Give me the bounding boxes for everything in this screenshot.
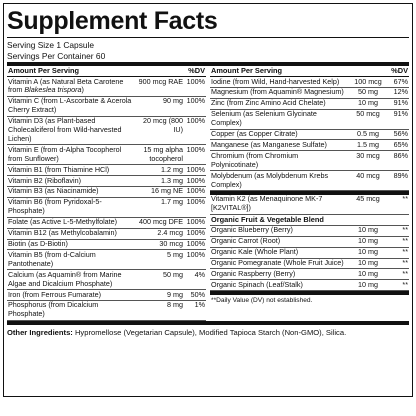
nutrient-dv: 100% bbox=[186, 249, 205, 259]
nutrient-amount: 10 mg bbox=[358, 279, 378, 289]
nutrient-row bbox=[210, 151, 409, 171]
nutrient-amount: 50 mg bbox=[358, 87, 378, 97]
nutrient-amount: 10 mg bbox=[358, 247, 378, 257]
nutrient-dv: 1% bbox=[194, 300, 205, 310]
nutrient-row bbox=[7, 165, 206, 176]
nutrient-dv: 100% bbox=[186, 175, 205, 185]
right-column bbox=[210, 66, 409, 321]
nutrient-columns bbox=[4, 66, 412, 321]
nutrient-name: Calcium (as Aquamin® from Marine Algae and Dicalcium Phosphate) bbox=[8, 269, 122, 288]
nutrient-row bbox=[7, 97, 206, 117]
nutrient-name: Selenium (as Selenium Glycinate Complex) bbox=[211, 109, 317, 128]
nutrient-row bbox=[7, 240, 206, 251]
nutrient-amount: 20 mcg (800 IU) bbox=[143, 116, 183, 135]
nutrient-name: Vitamin A (as Natural Beta Carotene from Blakeslea trispora) bbox=[8, 76, 124, 95]
nutrient-dv: ** bbox=[402, 194, 408, 204]
nutrient-row bbox=[210, 171, 409, 191]
nutrient-row bbox=[7, 250, 206, 270]
nutrient-dv: 100% bbox=[186, 164, 205, 174]
nutrient-name: Organic Raspberry (Berry) bbox=[211, 268, 296, 278]
nutrient-row bbox=[210, 99, 409, 110]
nutrient-amount: 0.5 mg bbox=[357, 129, 379, 139]
nutrient-dv: 4% bbox=[194, 269, 205, 279]
nutrient-dv: 50% bbox=[190, 289, 205, 299]
nutrient-dv: 100% bbox=[186, 197, 205, 207]
nutrient-row bbox=[7, 187, 206, 198]
nutrient-row bbox=[7, 117, 206, 146]
nutrient-name: Vitamin C (from L-Ascorbate & Acerola Cherry Extract) bbox=[8, 96, 132, 115]
nutrient-amount: 40 mcg bbox=[356, 170, 380, 180]
nutrient-dv: 91% bbox=[393, 109, 408, 119]
dv-footnote: **Daily Value (DV) not established. bbox=[210, 291, 409, 307]
nutrient-dv: 67% bbox=[393, 76, 408, 86]
nutrient-row-vitamin-k2 bbox=[210, 195, 409, 215]
nutrient-row bbox=[7, 301, 206, 321]
nutrient-name: Copper (as Copper Citrate) bbox=[211, 129, 298, 139]
nutrient-dv: 100% bbox=[186, 228, 205, 238]
right-column-header bbox=[210, 66, 409, 77]
nutrient-amount: 15 mg alpha tocopherol bbox=[143, 144, 183, 163]
nutrient-amount: 16 mg NE bbox=[151, 186, 183, 196]
nutrient-name: Organic Kale (Whole Plant) bbox=[211, 247, 299, 257]
dv-label: %DV bbox=[188, 66, 205, 75]
nutrient-amount: 45 mcg bbox=[356, 194, 380, 204]
nutrient-amount: 8 mg bbox=[167, 300, 183, 310]
nutrient-amount: 1.2 mg bbox=[161, 164, 183, 174]
nutrient-name: Magnesium (from Aquamin® Magnesium) bbox=[211, 87, 344, 97]
nutrient-dv: 100% bbox=[186, 116, 205, 126]
nutrient-dv: ** bbox=[402, 225, 408, 235]
nutrient-name: Vitamin B3 (as Niacinamide) bbox=[8, 186, 99, 196]
nutrient-amount: 90 mg bbox=[163, 96, 183, 106]
nutrient-row bbox=[210, 259, 409, 270]
left-column bbox=[7, 66, 206, 321]
amount-per-serving-label: Amount Per Serving bbox=[8, 66, 80, 75]
nutrient-amount: 1.5 mg bbox=[357, 139, 379, 149]
nutrient-row bbox=[210, 130, 409, 141]
servings-per-container: Servings Per Container 60 bbox=[7, 50, 106, 61]
nutrient-name: Iron (from Ferrous Fumarate) bbox=[8, 289, 102, 299]
nutrient-name: Vitamin B2 (Riboflavin) bbox=[8, 175, 81, 185]
nutrient-dv: 100% bbox=[186, 217, 205, 227]
nutrient-dv: 91% bbox=[393, 98, 408, 108]
nutrient-row bbox=[7, 77, 206, 97]
nutrient-row bbox=[210, 269, 409, 280]
amount-per-serving-label: Amount Per Serving bbox=[211, 66, 283, 75]
other-ingredients-label: Other Ingredients: bbox=[7, 327, 73, 337]
nutrient-row bbox=[210, 77, 409, 88]
nutrient-name: Organic Pomegranate (Whole Fruit Juice) bbox=[211, 258, 344, 267]
nutrient-name: Chromium (from Chromium Polynicotinate) bbox=[211, 150, 299, 169]
nutrient-row bbox=[210, 110, 409, 130]
nutrient-row bbox=[7, 198, 206, 218]
nutrient-dv: 100% bbox=[186, 239, 205, 248]
nutrient-name: Vitamin B12 (as Methylcobalamin) bbox=[8, 228, 117, 238]
nutrient-row bbox=[210, 226, 409, 237]
nutrient-amount: 400 mcg DFE bbox=[139, 217, 183, 227]
blend-title: Organic Fruit & Vegetable Blend bbox=[210, 215, 409, 226]
nutrient-dv: 56% bbox=[393, 129, 408, 139]
nutrient-amount: 1.3 mg bbox=[161, 175, 183, 185]
serving-info bbox=[4, 38, 412, 62]
nutrient-name: Vitamin D3 (as Plant-based Cholecalciferol from Wild-harvested Lichen) bbox=[8, 116, 122, 143]
nutrient-dv: 86% bbox=[393, 150, 408, 160]
nutrient-dv: 100% bbox=[186, 76, 205, 86]
nutrient-dv: 65% bbox=[393, 139, 408, 149]
nutrient-dv: ** bbox=[402, 236, 408, 246]
nutrient-row bbox=[210, 248, 409, 259]
nutrient-dv: 12% bbox=[393, 87, 408, 97]
nutrient-amount: 1.7 mg bbox=[161, 197, 183, 207]
nutrient-name: Manganese (as Manganese Sulfate) bbox=[211, 139, 327, 149]
nutrient-row bbox=[210, 140, 409, 151]
nutrient-name: Vitamin B5 (from d-Calcium Pantothenate) bbox=[8, 249, 96, 268]
nutrient-row bbox=[210, 280, 409, 291]
nutrient-dv: ** bbox=[402, 258, 408, 267]
nutrient-amount: 10 mg bbox=[358, 258, 378, 267]
nutrient-dv: 89% bbox=[393, 170, 408, 180]
nutrient-name: Phosphorus (from Dicalcium Phosphate) bbox=[8, 300, 99, 319]
nutrient-amount: 5 mg bbox=[167, 249, 183, 259]
nutrient-name: Vitamin B1 (from Thiamine HCl) bbox=[8, 164, 110, 174]
nutrient-amount: 10 mg bbox=[358, 236, 378, 246]
panel-title: Supplement Facts bbox=[7, 7, 218, 35]
nutrient-amount: 30 mcg bbox=[159, 239, 183, 248]
nutrient-name: Vitamin B6 (from Pyridoxal-5-Phosphate) bbox=[8, 197, 102, 216]
nutrient-row bbox=[7, 176, 206, 187]
nutrient-name: Folate (as Active L-5-Methylfolate) bbox=[8, 217, 118, 227]
supplement-facts-panel bbox=[3, 3, 413, 397]
nutrient-name: Biotin (as D-Biotin) bbox=[8, 239, 68, 248]
nutrient-row bbox=[210, 237, 409, 248]
nutrient-amount: 50 mcg bbox=[356, 109, 380, 119]
nutrient-amount: 900 mcg RAE bbox=[138, 76, 183, 86]
nutrient-dv: ** bbox=[402, 268, 408, 278]
nutrient-name: Molybdenum (as Molybdenum Krebs Complex) bbox=[211, 170, 329, 189]
nutrient-amount: 100 mcg bbox=[354, 76, 382, 86]
left-column-header bbox=[7, 66, 206, 77]
nutrient-amount: 10 mg bbox=[358, 98, 378, 108]
nutrient-name: Organic Spinach (Leaf/Stalk) bbox=[211, 279, 303, 289]
nutrient-amount: 10 mg bbox=[358, 268, 378, 278]
nutrient-name: Vitamin E (from d-Alpha Tocopherol from Sunflower) bbox=[8, 144, 122, 163]
nutrient-amount: 10 mg bbox=[358, 225, 378, 235]
nutrient-amount: 9 mg bbox=[167, 289, 183, 299]
nutrient-name: Vitamin K2 (as Menaquinone MK-7 [K2VITAL®]) bbox=[211, 194, 323, 213]
nutrient-dv: ** bbox=[402, 279, 408, 289]
nutrient-name: Organic Blueberry (Berry) bbox=[211, 225, 293, 235]
nutrient-row bbox=[7, 290, 206, 301]
nutrient-name: Zinc (from Zinc Amino Acid Chelate) bbox=[211, 98, 326, 108]
other-ingredients bbox=[4, 325, 412, 338]
nutrient-row bbox=[7, 218, 206, 229]
nutrient-name: Organic Carrot (Root) bbox=[211, 236, 281, 246]
serving-size: Serving Size 1 Capsule bbox=[7, 40, 95, 50]
nutrient-row bbox=[7, 229, 206, 240]
nutrient-row bbox=[7, 145, 206, 165]
nutrient-dv: 100% bbox=[186, 186, 205, 196]
nutrient-row bbox=[210, 88, 409, 99]
dv-label: %DV bbox=[391, 66, 408, 75]
other-ingredients-text: Hypromellose (Vegetarian Capsule), Modified Tapioca Starch (Non-GMO), Silica. bbox=[72, 327, 347, 337]
nutrient-dv: 100% bbox=[186, 144, 205, 154]
nutrient-row bbox=[7, 270, 206, 290]
nutrient-amount: 50 mg bbox=[163, 269, 183, 279]
nutrient-dv: 100% bbox=[186, 96, 205, 106]
nutrient-name: Iodine (from Wild, Hand-harvested Kelp) bbox=[211, 76, 340, 86]
nutrient-amount: 30 mcg bbox=[356, 150, 380, 160]
nutrient-amount: 2.4 mcg bbox=[157, 228, 183, 238]
nutrient-dv: ** bbox=[402, 247, 408, 257]
